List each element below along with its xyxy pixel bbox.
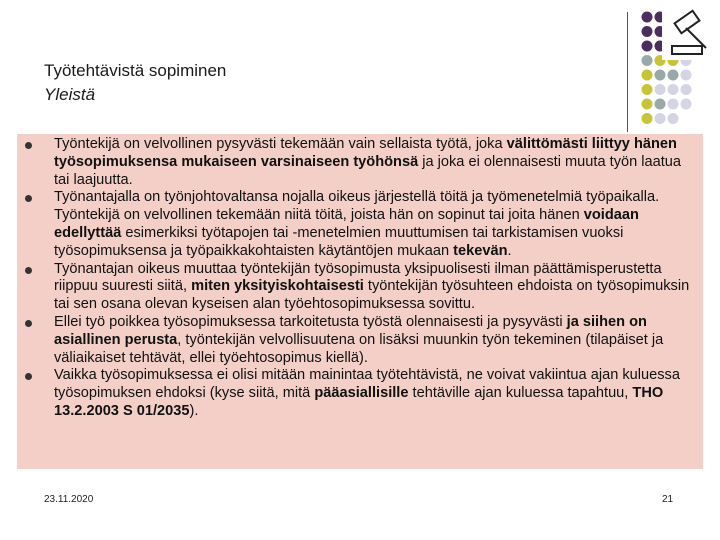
bullet-text-bold: tekevän [453, 242, 508, 259]
bullet-item [17, 367, 703, 420]
gavel-icon [662, 8, 718, 60]
decorative-dot [642, 12, 653, 23]
bullet-text: Työntekijä on velvollinen pysyvästi tekemään vain sellaista työtä, joka [54, 136, 507, 152]
bullet-text: , työntekijän velvollisuutena on lisäksi muunkin työn tekeminen (tilapäiset ja väliaikaiset tehtävät, ellei työehtosopimus kiellä). [54, 331, 664, 366]
bullet-text: ja joka ei olennaisesti muuta työn laatua tai laajuutta. [54, 153, 682, 188]
bullet-text-bold: ja siihen on asiallinen perusta [54, 313, 647, 348]
bullet-dot-icon [25, 373, 32, 380]
bullet-item [17, 136, 703, 189]
decorative-dot [668, 99, 679, 110]
bullet-text-bold: miten yksityiskohtaisesti [191, 278, 364, 295]
bullet-item [17, 314, 703, 367]
bullet-text: Työnantajalla on työnjohtovaltansa nojalla oikeus järjestellä töitä ja työmenetelmiä työpaikalla. Työntekijä on velvollinen tekemään niitä töitä, joista hän on sopinut tai joita hänen [54, 189, 660, 224]
bullet-item [17, 261, 703, 314]
bullet-text-bold: voidaan edellyttää [54, 207, 639, 241]
decorative-dot [681, 84, 692, 95]
footer-page-number: 21 [662, 494, 674, 505]
content-panel [17, 134, 703, 469]
slide-title: Työtehtävistä sopiminen [44, 61, 227, 80]
bullet-list [17, 136, 703, 421]
bullet-text-bold: THO 13.2.2003 S 01/2035 [54, 385, 664, 419]
bullet-dot-icon [25, 142, 32, 149]
bullet-text: esimerkiksi työtapojen tai -menetelmien muuttumisen tai tarkistamisen vuoksi työsopimuksensa ja työpaikkakohtaisten käytäntöjen mukaan [54, 224, 624, 259]
decorative-dot [668, 113, 679, 124]
footer-date: 23.11.2020 [44, 494, 94, 505]
slide-subtitle: Yleistä [44, 85, 96, 104]
bullet-dot-icon [25, 320, 32, 327]
decorative-dot [655, 84, 666, 95]
decorative-dot [642, 26, 653, 37]
decorative-dot [681, 99, 692, 110]
decorative-dot [668, 70, 679, 81]
decorative-dot [642, 70, 653, 81]
bullet-text-bold: välittömästi liittyy hänen työsopimuksensa mukaiseen varsinaiseen työhönsä [54, 136, 677, 170]
decorative-dot [642, 113, 653, 124]
bullet-item [17, 189, 703, 260]
bullet-text-bold: pääasiallisille [314, 385, 409, 402]
bullet-text: Ellei työ poikkea työsopimuksessa tarkoitetusta työstä olennaisesti ja pysyvästi [54, 313, 567, 330]
decorative-dot [655, 99, 666, 110]
bullet-text: Vaikka työsopimuksessa ei olisi mitään mainintaa työtehtävistä, ne voivat vakiintua ajan kuluessa työsopimuksen ehdoksi (kyse siitä, mitä [54, 367, 680, 402]
bullet-text: ). [189, 402, 199, 419]
bullet-text: . [507, 242, 512, 259]
decorative-dot [642, 41, 653, 52]
decorative-dot [681, 70, 692, 81]
bullet-text: tehtäville ajan kuluessa tapahtuu, [408, 385, 633, 402]
decorative-dot [655, 70, 666, 81]
title-block [44, 60, 226, 106]
bullet-dot-icon [25, 195, 32, 202]
bullet-dot-icon [25, 267, 32, 274]
vertical-divider [627, 12, 628, 132]
decorative-dot [642, 99, 653, 110]
decorative-dot [668, 84, 679, 95]
bullet-text: työntekijän työsuhteen ehdoista on työsopimuksin tai sen osana olevan kyseisen alan työehtosopimuksessa sovittu. [54, 278, 690, 313]
decorative-dot [642, 84, 653, 95]
bullet-text: Työnantajan oikeus muuttaa työntekijän työsopimusta yksipuolisesti ilman päättämisperustetta riippuu suuresti siitä, [54, 260, 662, 295]
decorative-dot [655, 113, 666, 124]
decorative-dot [642, 55, 653, 66]
